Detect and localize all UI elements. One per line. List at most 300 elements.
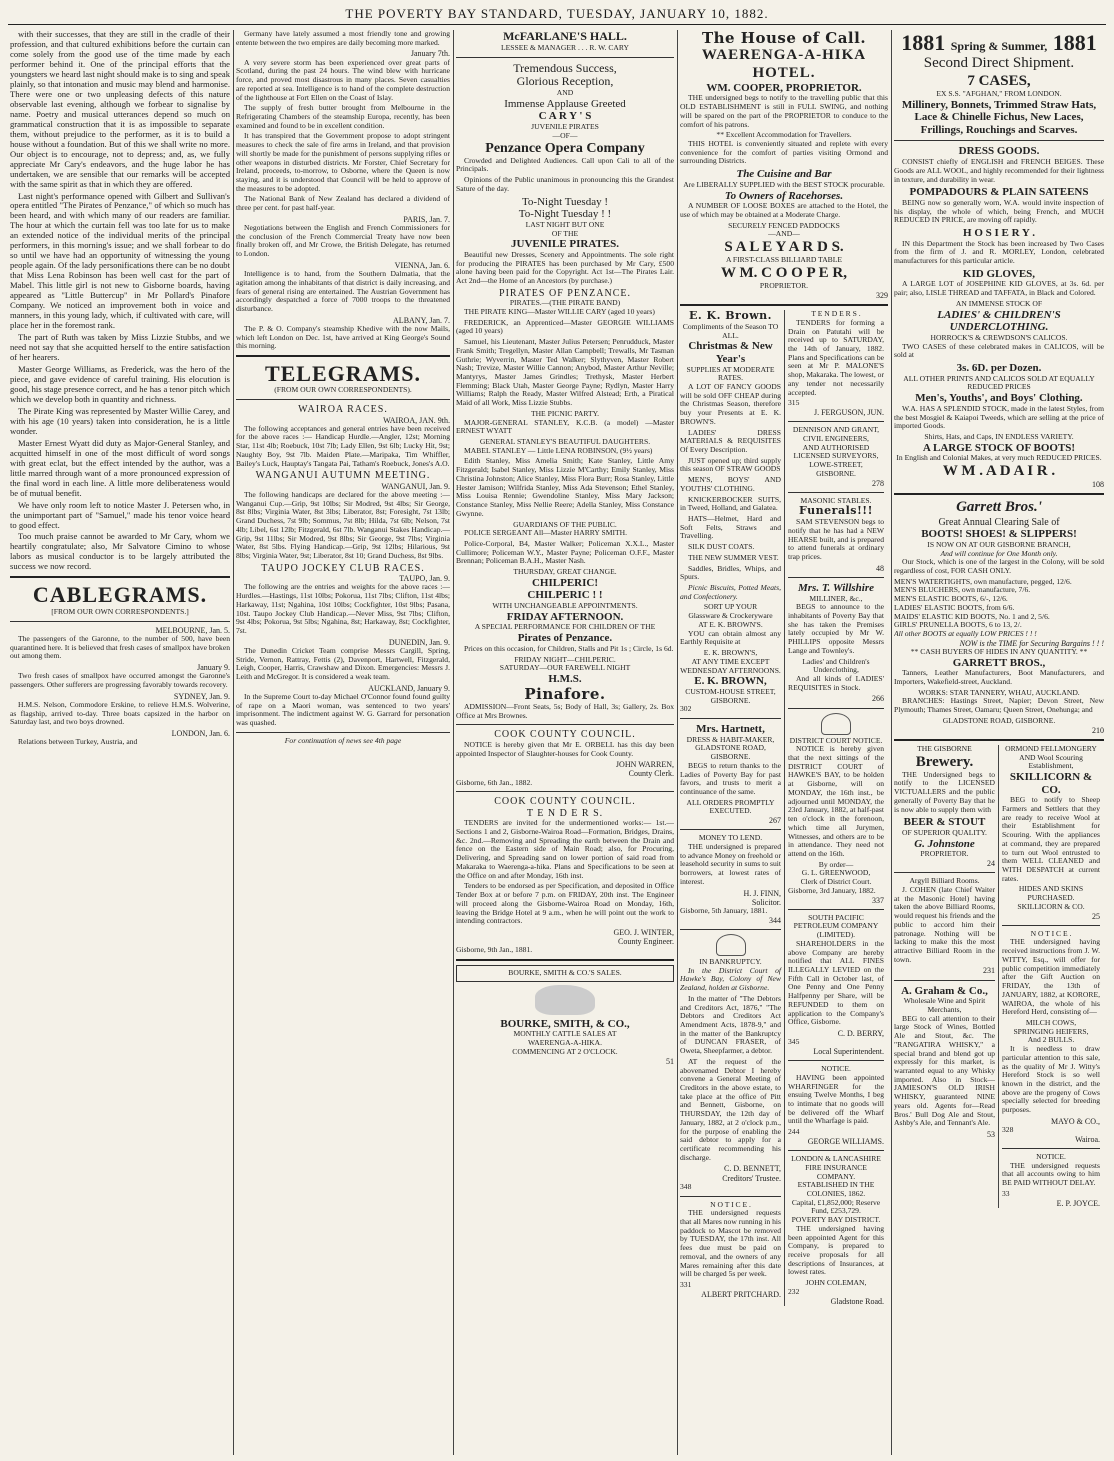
ad-text: THE undersigned is prepared to advance Money on freehold or leasehold security in sums to suit borrowers, at lowest rates of interest. bbox=[680, 842, 782, 886]
ad-line: And 2 BULLS. bbox=[1027, 1035, 1075, 1045]
divider bbox=[236, 399, 450, 400]
ad-number: 267 bbox=[769, 816, 781, 826]
ad-line: E. K. BROWN'S, bbox=[703, 648, 758, 658]
ad-heading: Funerals!!! bbox=[799, 504, 873, 518]
ad-line: Glassware & Crockeryware bbox=[688, 611, 773, 621]
article-paragraph: The Pirate King was represented by Master Willie Carey, and with his age (10 years) taken into consideration, he is a little wonder. bbox=[10, 405, 230, 436]
ad-line: DRESS & HABIT-MAKER, bbox=[686, 734, 775, 744]
article-paragraph: The part of Ruth was taken by Miss Lizzie Stubbs, and we need not say that she acquitted herself to the entire satisfaction of her hearers. bbox=[10, 332, 230, 362]
notice-date: Gisborne, 6th Jan., 1882. bbox=[456, 777, 533, 787]
divider bbox=[788, 421, 884, 422]
ad-line: HORROCK'S & CREWDSON'S CALICOS. bbox=[930, 332, 1068, 342]
ad-line: Ladies' and Children's Underclothing, bbox=[802, 656, 870, 675]
ad-line: JUVENILE PIRATES bbox=[531, 122, 599, 132]
cable-text: H.M.S. Nelson, Commodore Erskine, to relieve H.M.S. Wolverine, as flagship, arrived to-day. Three boats capsized in the harbor on Saturday last, and two boys drowned. bbox=[10, 699, 230, 727]
ad-line: HIDES AND SKINS PURCHASED. bbox=[1018, 884, 1084, 903]
ad-heading: N O T I C E . bbox=[1030, 928, 1072, 938]
cast-line: Police-Corporal, B4, Master Walker; Policeman X.X.L., Master Cullimore; Policeman W.Y., Master Payne; Policeman O.F.F., Master Brennan; Policeman B.A.H., Master Nash. bbox=[456, 538, 674, 566]
ad-line: Capital, £1,852,000; Reserve Fund, £253,729. bbox=[791, 1197, 881, 1216]
section-heading: TAUPO JOCKEY CLUB RACES. bbox=[261, 562, 425, 574]
hall-heading: McFARLANE'S HALL. bbox=[503, 30, 627, 43]
ad-line: LADIES' & CHILDREN'S UNDERCLOTHING. bbox=[937, 308, 1061, 334]
ad-line: AND AUTHORISED LICENSED SURVEYORS, bbox=[793, 442, 879, 461]
article-paragraph: Too much praise cannot be awarded to Mr Cary, whom we heartily congratulate; also, Mr Salvatore Cimino to whose labors as musical conductor is to be largely attributed the success we now record. bbox=[10, 531, 230, 572]
ad-line: SPRINGING HEIFERS, bbox=[1013, 1026, 1089, 1036]
continuation-note: For continuation of news see 4th page bbox=[284, 735, 402, 745]
ad-number: 337 bbox=[872, 895, 884, 905]
cast-line: THE PIRATE KING—Master WILLIE CARY (aged 10 years) bbox=[464, 306, 655, 316]
ad-line: S A L E Y A R D S. bbox=[724, 239, 844, 256]
dateline: January 7th. bbox=[410, 49, 450, 59]
ad-line: LOWE-STREET, bbox=[809, 460, 863, 470]
ad-text: THE Undersigned begs to notify to the LICENSED VICTUALLERS and the public generally of Poverty Bay that he is now able to supply them with bbox=[894, 769, 995, 814]
signature: J. FERGUSON, JUN. bbox=[813, 408, 884, 418]
column-divider bbox=[891, 30, 892, 1455]
ad-heading: A. Graham & Co., bbox=[901, 984, 988, 997]
ad-text: W.A. HAS A SPLENDID STOCK, made in the latest Styles, from the best Mosgiel & Kaiapoi Tweeds, which are selling at the price of imported Goods. bbox=[894, 403, 1104, 431]
cast-line: Samuel, his Lieutenant, Master Julius Petersen; Penrudduck, Master Frank Smith; Tregellyn, Master Allan Campbell; Trewalls, Mr Tasman Guthrie; Wyverrin, Master Ted Walker; Slythyven, Master Robert Nash; Trevize, Master Willie Cannon; Anybod, Master Arthur Neville; Mantyrys, Master James Grindles; Trethysk, Master Herbert Flemming; Black Utah, Master George Payne; Rydlyn, Master Harry Williams; Ralph the Ready, Master Wilfred Alstead; Erth, a Piratical Maid of all Work, Miss Lizzie Stubbs. bbox=[456, 337, 674, 408]
signature: C. D. BERRY, bbox=[837, 1029, 884, 1039]
ad-number: 51 bbox=[666, 1056, 674, 1066]
price-line: LADIES' ELASTIC BOOTS, from 6/6. bbox=[894, 602, 1015, 612]
ad-line: Are LIBERALLY SUPPLIED with the BEST STOCK procurable. bbox=[683, 179, 885, 189]
ad-line: THE GISBORNE bbox=[917, 743, 972, 753]
article-paragraph: with their successes, that they are still in the cradle of their profession, and that cultured exhibitions before the curtain can come solely from the good use of the time made by each performer behind it. One of the principal efforts that the youngsters we heard last night should make is to sing and speak plainly, so that intonation and music may blend and harmonise. There were one or two unpleasing defects of this nature observable last evening, although we forbear to signalise by name. Poetry and musical utterances depend so much on grammatical construction that it is as impossible to separate them, without prejudice to the performer, as it is to build a house without a foundation. But of this we shall write no more. Our object is to encourage, not to depress; and, as, we fully appreciate Mr Cary's endeavors, and the huge labor he has undertaken, we are sensible that our remarks will be accepted with the same spirit as that in which they are offered. bbox=[10, 30, 230, 189]
ad-number: 24 bbox=[987, 859, 995, 869]
ad-heading: SOUTH PACIFIC PETROLEUM COMPANY (LIMITED). bbox=[793, 912, 879, 940]
ad-text: SAM STEVENSON begs to notify that he has had a NEW HEARSE built, and is prepared to attend funerals at ordinary trap prices. bbox=[788, 517, 884, 561]
ad-line: GARRETT BROS., bbox=[952, 656, 1046, 669]
ad-line: Pirates of Penzance. bbox=[517, 632, 613, 645]
dateline: AUCKLAND, January 9. bbox=[368, 683, 450, 693]
signature-title: Solicitor. bbox=[751, 897, 781, 907]
article-paragraph: We have only room left to notice Master J. Petersen who, in the unimportant part of "Samuel," made his tenor voice heard to good effect. bbox=[10, 499, 230, 530]
ad-text: BRANCHES: Hastings Street, Napier; Devon Street, New Plymouth; Thames Street, Oamaru; Queen Street, Onehunga; and bbox=[894, 696, 1104, 715]
ad-line: FRIDAY AFTERNOON. bbox=[506, 610, 624, 623]
ad-text: YOU can obtain almost any Earthly Requisite at bbox=[680, 628, 781, 647]
ad-heading: IN BANKRUPTCY. bbox=[699, 956, 762, 966]
ad-heading: ORMOND FELLMONGERY bbox=[1005, 743, 1097, 753]
divider bbox=[456, 724, 674, 725]
ad-line: Men's, Youths', and Boys' Clothing. bbox=[915, 392, 1083, 405]
cast-line: POLICE SERGEANT All—Master HARRY SMITH. bbox=[464, 528, 628, 538]
ad-line: SATURDAY—OUR FAREWELL NIGHT bbox=[499, 663, 631, 673]
ad-number: 244 bbox=[788, 1127, 800, 1137]
ad-line: A SPECIAL PERFORMANCE FOR CHILDREN OF THE bbox=[474, 622, 656, 632]
ad-heading: NOTICE. bbox=[1036, 1151, 1066, 1161]
ad-heading bbox=[894, 30, 1104, 55]
ad-line: AND Wool Scouring Establishment, bbox=[1019, 752, 1083, 771]
ad-heading: N O T I C E . bbox=[710, 1199, 751, 1209]
news-paragraph: It has transpired that the Government propose to adopt stringent measures to check the sale of fire arms in Ireland, and that provision will shortly be made for the punishment of persons supplying rifles or other weapons in disturbed districts. Mr Forster, Chief Secretary for Ireland, proceeds, to-morrow, to Osborne, where the Queen is now staying, and it is understood that Council will be held to approve of the measures to be adopted. bbox=[236, 131, 450, 193]
ad-heading: Mrs. Hartnett, bbox=[696, 723, 765, 736]
column-divider bbox=[677, 30, 678, 1455]
ad-text: Our Stock, which is one of the largest in the Colony, will be sold regardless of cost, FOR CASH ONLY. bbox=[894, 557, 1104, 575]
ad-text: TWO CASES of these celebrated makes in CALICOS, will be sold at bbox=[894, 341, 1104, 360]
ad-text: ADMISSION—Front Seats, 5s; Body of Hall, 3s; Gallery, 2s. Box Office at Mrs Brownes. bbox=[456, 701, 674, 720]
ad-text: THE undersigned begs to notify to the travelling public that this OLD ESTABLISHMENT is still in FULL SWING, and nothing will be spared on the part of the PROPRIETOR to conduce to the comfort of his patrons. bbox=[680, 93, 888, 129]
ad-line: Pinafore. bbox=[524, 684, 606, 703]
ad-text: LADIES' DRESS MATERIALS & REQUISITES Of Every Description. bbox=[680, 427, 781, 454]
notice-text: NOTICE is hereby given that Mr E. ORBELL has this day been appointed Inspector of Slaughter-houses for Cook County. bbox=[456, 739, 674, 758]
ad-line: AT ANY TIME EXCEPT bbox=[691, 656, 770, 666]
cast-line: FREDERICK, an Apprenticed—Master GEORGIE WILLIAMS (aged 10 years) bbox=[456, 317, 674, 336]
ad-line: 3s. 6D. per Dozen. bbox=[956, 362, 1042, 375]
ad-line: H.M.S. bbox=[548, 672, 582, 685]
divider bbox=[894, 872, 995, 873]
ad-text: Saddles, Bridles, Whips, and Spurs. bbox=[680, 563, 781, 582]
dateline: VIENNA, Jan. 6. bbox=[394, 260, 450, 270]
ad-text: In the matter of "The Debtors and Creditors Act, 1876," "The Debtors and Creditors Act Amendment Acts, 1878-9," and in the matter of the Bankruptcy of DUNCAN FRASER, of Oweta, Sheepfarmer, a debtor. bbox=[680, 993, 781, 1056]
ad-line: IS NOW ON AT OUR GISBORNE BRANCH, bbox=[927, 539, 1071, 549]
ad-line: A LARGE STOCK OF BOOTS! bbox=[922, 441, 1076, 454]
ad-text: JUST opened up; third supply this season OF STRAW GOODS bbox=[680, 455, 781, 474]
cable-text: The passengers of the Garonne, to the number of 500, have been quarantined here. It is believed that fresh cases of smallpox have broken out among them. bbox=[10, 633, 230, 661]
notice-heading: COOK COUNTY COUNCIL. bbox=[494, 796, 636, 808]
divider bbox=[894, 140, 1104, 141]
ad-text: THE undersigned requests that all Mares now running in his paddock to Mascot be removed by TUESDAY, the 17th inst. All fees due must be paid on removal, and the owners of any Mares remaining after this date will be charged 5s per week. bbox=[680, 1208, 781, 1279]
ad-line: To-Night Tuesday ! ! bbox=[518, 208, 612, 221]
signature: JOHN COLEMAN, bbox=[805, 1278, 867, 1288]
ad-text: NOTICE is hereby given that the next sittings of the DISTRICT COURT of HAWKE'S BAY, to be holden at Gisborne, will on MONDAY, the 16th inst., be adjourned until MONDAY, the 23rd January, 1882, at half-past ten o'clock in the forenoon, which time all Jurymen, Witnesses, and others are to be in attendance. They need not attend on the 16th. bbox=[788, 744, 884, 858]
ad-line: WORKS: STAR TANNERY, WHAU, AUCKLAND. bbox=[918, 687, 1080, 697]
signature: E. P. JOYCE. bbox=[1056, 1198, 1100, 1208]
notice-heading: COOK COUNTY COUNCIL. bbox=[494, 729, 636, 741]
company-name: Penzance Opera Company bbox=[485, 140, 645, 156]
ad-line: In English and Colonial Makes, at very much REDUCED PRICES. bbox=[896, 453, 1102, 463]
ad-line: POVERTY BAY DISTRICT. bbox=[791, 1215, 881, 1225]
ad-heading: DISTRICT COURT NOTICE. bbox=[789, 735, 883, 745]
notice-date: Gisborne, 9th Jan., 1881. bbox=[456, 945, 533, 955]
article-paragraph: Last night's performance opened with Gilbert and Sullivan's opera entitled "The Pirates of Penzance," of which so much has been heard, and with which many of our readers are familiar. The hour at which the curtain fell was too late for us to make an extended notice of the individual merits of the principal performers, in this morning's issue; and we shall forbear to do so until we have had an opportunity of witnessing the young people again. Of the lady personifications there can be no doubt that Miss Lena Robinson has been well cast for the part of Mabel. This little girl is not new to Gisborne boards, having appeared as "Little Buttercup" in Mr Pollard's Pinafore Company. We noticed an improvement both in voice and manners, in this young lady, which, if cultivated with care, will place her in the foremost rank. bbox=[10, 190, 230, 331]
ad-line: BOOTS! SHOES! & SLIPPERS! bbox=[921, 528, 1077, 541]
ad-number: 210 bbox=[1092, 725, 1104, 735]
notice-text: TENDERS are invited for the undermentioned works:— 1st.—Sections 1 and 2, Gisborne-Wairoa Road—Formation, Bridges, Drains, &c. 2nd.—Removing and Spreading the earth between the Drain and fence on the Eastern side of Main Road; also, for Procuring, Delivering, and Spreading sand on lower portion of said road from Makaraka to Waerenga-a-hika. Plans and Specifications to be seen at the Office on and after Monday, 16th inst. bbox=[456, 818, 674, 880]
ad-line: To-Night Tuesday ! bbox=[521, 195, 608, 208]
house-of-call-heading: The House of Call. bbox=[701, 30, 867, 47]
ad-text: THE undersigned having received instructions from J. W. WITTY, Esq., will offer for public competition immediately after the Gift Auction on FRIDAY, the 13th of JANUARY, 1882, at KORORE, WAIROA, the whole of his Hereford Herd, consisting of— bbox=[1002, 937, 1100, 1017]
ad-heading: Garrett Bros.' bbox=[956, 499, 1042, 516]
cable-text: Two fresh cases of smallpox have occurred amongst the Garonne's passengers. Other sufferers are progressing favorably towards recovery. bbox=[10, 671, 230, 689]
dateline: January 9. bbox=[197, 663, 230, 672]
ad-line: POMPADOURS & PLAIN SATEENS bbox=[909, 186, 1089, 199]
ad-line: PROPRIETOR. bbox=[920, 849, 969, 859]
news-paragraph: Intelligence is to hand, from the Southern Dalmatia, that the agitation among the inhabitants of that district is daily increasing, and fears of general rising are entertained. The Austrian Government has accordingly despatched a force of 7000 troops to the threatened disturbance. bbox=[236, 269, 450, 313]
cablegrams-subheading: [FROM OUR OWN CORRESPONDENTS.] bbox=[51, 606, 189, 616]
ad-text: And all kinds of LADIES' REQUISITES in Stock. bbox=[788, 673, 884, 692]
ad-line: WEDNESDAY AFTERNOONS. bbox=[680, 665, 781, 675]
ad-number: 53 bbox=[987, 1130, 995, 1140]
ad-text: TENDERS for forming a Drain on Patutahi will be received up to SATURDAY, the 14th of January, 1882. Plans and Specifications can be seen at Mr P. MALONE'S shop, Makaraka. The lowest, or any tender not necessarily accepted. bbox=[788, 317, 884, 397]
signature: G. L. GREENWOOD, bbox=[801, 868, 871, 878]
ad-line: Compliments of the Season TO ALL. bbox=[682, 321, 779, 340]
ad-line: DRESS GOODS. bbox=[958, 145, 1040, 158]
divider bbox=[680, 304, 888, 306]
ad-number: 266 bbox=[872, 694, 884, 704]
telegrams-heading: TELEGRAMS. bbox=[264, 361, 422, 387]
ad-line: All other BOOTS at equally LOW PRICES ! ! ! bbox=[894, 629, 1037, 639]
ad-text: BEGS to return thanks to the Ladies of Poverty Bay for past favors, and trusts to merit a continuance of the same. bbox=[680, 760, 781, 796]
ad-heading: DENNISON AND GRANT, bbox=[792, 425, 880, 435]
news-paragraph: The P. & O. Company's steamship Khedive with the now Mails, which left London on Dec. 1st, have arrived at King George's Sound this morning. bbox=[236, 323, 450, 351]
ad-line: PROPRIETOR. bbox=[759, 281, 809, 291]
ad-heading: Argyll Billiard Rooms. bbox=[909, 876, 980, 886]
ad-line: —AND— bbox=[768, 229, 800, 239]
ad-text: A NUMBER OF LOOSE BOXES are attached to the Hotel, the use of which may be obtained at a Moderate Charge. bbox=[680, 201, 888, 219]
ad-line: Christmas & New Year's bbox=[688, 340, 773, 365]
ad-line: Glorious Reception, bbox=[516, 74, 614, 89]
ad-line: G. Johnstone bbox=[914, 837, 975, 850]
ad-line: MONTHLY CATTLE SALES AT bbox=[513, 1029, 617, 1039]
news-paragraph: Germany have lately assumed a most friendly tone and growing entente between the two empires are daily becoming more marked. bbox=[236, 30, 450, 47]
ad-line: KID GLOVES, bbox=[962, 267, 1036, 280]
ad-line: Tremendous Success, bbox=[513, 60, 617, 75]
ad-text: IN this Department the Stock has been increased by Two Cases from the firm of J. and R. MORLEY, London, celebrated manufacturers for this particular article. bbox=[894, 238, 1104, 266]
ad-text: SILK DUST COATS. bbox=[688, 542, 755, 552]
news-paragraph: The supply of fresh butter brought from Melbourne in the Refrigerating Chambers of the steamship Europa, recently, has been examined and found to be in excellent condition. bbox=[236, 103, 450, 130]
notice-date: Gisborne, 5th January, 1881. bbox=[680, 906, 768, 915]
ad-line: Millinery, Bonnets, Trimmed Straw Hats, Lace & Chinelle Fichus, New Laces, Frillings, Rouchings and Scarves. bbox=[901, 98, 1097, 136]
notice-date: Gisborne, 3rd January, 1882. bbox=[788, 885, 876, 895]
ad-line: SUPPLIES AT MODERATE RATES. bbox=[686, 364, 775, 383]
ad-line: A FIRST-CLASS BILLIARD TABLE bbox=[725, 255, 843, 265]
col4-right-ads bbox=[784, 310, 884, 1306]
ad-line: —OF— bbox=[552, 130, 578, 140]
ad-line: CHILPERIC! bbox=[531, 576, 598, 589]
dateline: WAIROA, JAN. 9th. bbox=[383, 415, 450, 425]
ad-number: 25 bbox=[1092, 911, 1100, 921]
ad-number: 48 bbox=[876, 563, 884, 573]
signature-title: Creditors' Trustee. bbox=[722, 1173, 781, 1183]
news-paragraph: In the Supreme Court to-day Michael O'Connor found found guilty of rape on a Maori woman, was sentenced to two years' imprisonment. The indictment against W. G. Garrard for personation was quashed. bbox=[236, 692, 450, 728]
price-line: MEN'S ELASTIC BOOTS, 6/-, 12/6. bbox=[894, 594, 1008, 604]
article-paragraph: Master George Williams, as Frederick, was the hero of the piece, and gave evidence of careful training. His elocution is good, his stage presence correct, and he has a tenor pitch which which we develop both in quantity and richness. bbox=[10, 363, 230, 404]
sheep-icon bbox=[535, 985, 595, 1015]
ad-line: COMMENCING AT 2 O'CLOCK. bbox=[512, 1046, 618, 1056]
ad-number: 329 bbox=[876, 290, 888, 300]
ad-number: 302 bbox=[680, 704, 692, 714]
ad-number: 232 bbox=[788, 1286, 800, 1296]
ad-text: BEGS to announce to the inhabitants of Poverty Bay that she has taken the Premises lately occupied by Mr W. PHILLIPS opposite Messrs Lange and Townley's. bbox=[788, 602, 884, 655]
signature: H. J. FINN, bbox=[743, 888, 781, 898]
divider bbox=[680, 829, 781, 830]
sales-heading: BOURKE, SMITH & CO.'S SALES. bbox=[456, 965, 674, 982]
ad-heading: E. K. Brown. bbox=[689, 309, 772, 323]
ad-line: ALL OTHER PRINTS AND CALICOS SOLD AT EQUALLY REDUCED PRICES bbox=[903, 373, 1095, 392]
ad-line: LAST NIGHT BUT ONE bbox=[525, 219, 605, 229]
ad-line: AN IMMENSE STOCK OF bbox=[955, 298, 1043, 308]
ad-line: GENERAL STANLEY'S BEAUTIFUL DAUGHTERS. bbox=[479, 437, 651, 447]
dateline: DUNEDIN, Jan. 9. bbox=[388, 637, 450, 647]
cast-line: MAJOR-GENERAL STANLEY, K.C.B. (a model) —Master ERNEST WYATT bbox=[456, 417, 674, 436]
signature: ALBERT PRITCHARD. bbox=[701, 1289, 781, 1299]
ad-line: ALL ORDERS PROMPTLY EXECUTED. bbox=[686, 797, 775, 816]
ad-text: KNICKERBOCKER SUITS, in Tweed, Holland, and Galatea. bbox=[680, 494, 781, 513]
price-line: MAIDS' ELASTIC KID BOOTS, No. 1 and 2, 5/6. bbox=[894, 611, 1050, 621]
ek-brown-ad bbox=[680, 310, 784, 1299]
signature: SKILLICORN & CO. bbox=[1017, 901, 1085, 911]
cast-line: Edith Stanley, Miss Amelia Smith; Kate Stanley, Little Amy Fitzgerald; Isabel Stanley, Miss Lizzie M'Carthy; Emily Stanley, Miss Christina Johnston; Alice Stanley, Miss Flora Burr; Rosa Stanley, Little Hester Jamison; Wilfrida Stanley, Miss Ada Stevenson; Ethel Stanley, Miss Louisa Rennie; Gwendoline Stanley, Miss Mary Jackson; Constance Stanley, Miss Nellie Reere; Adella Stanley, Miss Constance Gwynne. bbox=[456, 456, 674, 518]
ad-line: C A R Y ' S bbox=[538, 110, 592, 123]
price-line: MEN'S BLUCHERS, own manufacture, 7/6. bbox=[894, 585, 1031, 595]
ad-line: OF SUPERIOR QUALITY. bbox=[902, 828, 987, 837]
ad-line: GISBORNE. bbox=[816, 468, 856, 478]
ad-text: THIS HOTEL is conveniently situated and replete with every convenience for the comfort of parties visiting Ormond and surrounding Districts. bbox=[680, 138, 888, 166]
ad-text: Beautiful new Dresses, Scenery and Appointments. The sole right for producing the PIRATES has been purchased by Mr Cary, £500 alone having been paid for the Copyright. Act 1st—The Pirates Lair. Act 2nd—the Home of an Ancestors (by purchase.) bbox=[456, 249, 674, 286]
ad-heading: T E N D E R S . bbox=[811, 309, 861, 319]
ad-line: E. K. BROWN, bbox=[694, 675, 767, 688]
signature: GEO. J. WINTER, bbox=[613, 927, 674, 937]
ad-heading: NOTICE. bbox=[821, 1064, 851, 1074]
ad-line: MILCH COWS, bbox=[1025, 1017, 1077, 1027]
ad-text: HATS—Helmet, Hard and Soft Felts, Straws and Travelling. bbox=[680, 514, 781, 541]
ad-line: Wholesale Wine and Spirit Merchants, bbox=[903, 996, 986, 1014]
ad-number: 33 bbox=[1002, 1188, 1010, 1198]
ad-text: A LOT OF FANCY GOODS will be sold OFF CHEAP during the Christmas Season, therefore buy your Presents at E. K. BROWN'S. bbox=[680, 381, 781, 426]
ad-text: HAVING been appointed WHARFINGER for the ensuing Twelve Months, I beg to intimate that no goods will be delivered off the Wharf until the Wharfage is paid. bbox=[788, 1072, 884, 1126]
signature-title: County Clerk. bbox=[628, 769, 674, 779]
ad-number: 331 bbox=[680, 1280, 692, 1289]
fellmongery-ad bbox=[998, 745, 1100, 1208]
notice-text: Tenders to be endorsed as per Specification, and deposited in Office Tender Box at or before 7 p.m. on FRIDAY, 20th inst. The Engineer will proceed along the Gisborne-Wairoa Road on Monday, 16th, leaving the Bridge Hotel at 9 a.m., when he will point out the work to intending contractors. bbox=[456, 881, 674, 926]
ad-line: To Owners of Racehorses. bbox=[724, 189, 844, 202]
cast-line: MABEL STANLEY — Little LENA ROBINSON, (9½ years) bbox=[464, 445, 653, 455]
ad-line: And will continue for One Month only. bbox=[940, 548, 1058, 558]
ad-text: Prices on this occasion, for Children, Stalls and Pit 1s ; Circle, 1s 6d. bbox=[464, 643, 674, 653]
season-label: Spring & Summer, bbox=[950, 39, 1048, 53]
ad-text: BEG to call attention to their large Stock of Wines, Bottled Ale and Stout, &c. The "RANGATIRA WHISKY," a special brand and blend got up expressly for this market, is warranted equal to any Whisky imported. Also in Stock—JAMIESON'S OLD IRISH WHISKY, guaranteed NINE years old. Agents for—Read Bros.' Bull Dog Ale and Stout, Ashby's Ale, and Tennant's Ale. bbox=[894, 1013, 995, 1128]
ad-number: 278 bbox=[872, 478, 884, 488]
divider bbox=[788, 1060, 884, 1061]
divider bbox=[788, 1150, 884, 1151]
ad-line: WITH UNCHANGEABLE APPOINTMENTS. bbox=[492, 601, 638, 611]
ad-line: NOW is the TIME for Securing Bargains ! ! ! bbox=[959, 638, 1104, 648]
hotel-name: WAERENGA-A-HIKA HOTEL. bbox=[701, 47, 867, 81]
ad-line: Shirts, Hats, and Caps, IN ENDLESS VARIETY. bbox=[924, 431, 1074, 441]
ad-line: AT E. K. BROWN'S. bbox=[698, 619, 763, 629]
ad-heading: LONDON & LANCASHIRE FIRE INSURANCE COMPANY. bbox=[791, 1154, 881, 1181]
dateline: MELBOURNE, Jan. 5. bbox=[155, 625, 230, 635]
column-divider bbox=[453, 30, 454, 1455]
ad-number: 345 bbox=[788, 1037, 800, 1047]
signature: GEORGE WILLIAMS. bbox=[807, 1136, 884, 1146]
ad-text: CONSIST chiefly of ENGLISH and FRENCH BEIGES. These Goods are ALL WOOL, and highly recommended for their lightness in texture, and durability in wear. bbox=[894, 157, 1104, 184]
race-entries: The following acceptances and general entries have been received for the above races :— Handicap Hurdle.—Angler, 12st; Morning Star, 11st 4lb; Roebuck, 10st 7lb; Lady Ellen, 9st 6lb; Lucky Hit, 9st; Naughty Boy, 9st 7lb. Maiden Plate.—Maripaka, Tim Whiffler, Bailey's Luck, Hauptay's Tangata Pai, Tatham's Roebuck, Jones's A.O. bbox=[236, 423, 450, 468]
divider bbox=[894, 493, 1104, 495]
ad-text: It is needless to draw particular attention to this sale, as the quality of Mr J. Witty's Hereford Stock is so well known in the district, and the above are the progeny of Cows specially selected for breeding purposes. bbox=[1002, 1044, 1100, 1115]
ad-line: H O S I E R Y . bbox=[963, 227, 1035, 240]
ad-line: WAERENGA-A-HIKA. bbox=[527, 1038, 603, 1048]
dateline: ALBANY, Jan. 7. bbox=[393, 315, 450, 325]
ad-number: 348 bbox=[680, 1181, 692, 1191]
signature-title: Wairoa. bbox=[1075, 1134, 1100, 1144]
ad-line: GLADSTONE ROAD, GISBORNE. bbox=[695, 743, 766, 762]
cable-text: Relations between Turkey, Austria, and bbox=[18, 737, 138, 747]
cablegrams-heading: CABLEGRAMS. bbox=[32, 582, 208, 608]
ad-line: W M . A D A I R . bbox=[942, 463, 1056, 480]
divider bbox=[456, 791, 674, 792]
notice-heading: T E N D E R S. bbox=[526, 807, 604, 819]
divider bbox=[680, 718, 781, 719]
column-2-news bbox=[236, 30, 450, 1455]
ad-text: BEING now so generally worn, W.A. would invite inspection of his display, the whole of which, being French, and MUCH REDUCED IN PRICE, are moving off rapidly. bbox=[894, 197, 1104, 225]
signature: C. D. BENNETT, bbox=[724, 1164, 781, 1174]
ad-line: PIRATES.—(THE PIRATE BAND) bbox=[509, 298, 621, 308]
top-rule bbox=[8, 24, 1106, 25]
ad-number: 344 bbox=[769, 915, 781, 925]
telegrams-subheading: (FROM OUR OWN CORRESPONDENTS). bbox=[274, 385, 412, 395]
ad-text: BEG to notify to Sheep Farmers and Settlers that they are ready to receive Wool at their Establishment for Scouring. With the appliances at command, they are prepared to turn out Wool entrusted to them WELL CLEANED and WITH DESPATCH at current rates. bbox=[1002, 795, 1100, 883]
news-paragraph: A very severe storm has been experienced over great parts of Scotland, during the past 24 hours. The wind blew with hurricane force, and proved most disastrous in many places. Seven casualties are reported at sea. Intelligence is to hand of the complete destruction of the lighthouse at Fort Ellen on the Coast of Islay. bbox=[236, 57, 450, 102]
section-heading: WAIROA RACES. bbox=[298, 404, 388, 416]
dateline: WANGANUI, Jan. 9. bbox=[381, 481, 450, 491]
ad-text: Tanners, Leather Manufacturers, Boot Manufacturers, and Importers, Wakefield-street, Auckland. bbox=[894, 668, 1104, 687]
ad-text: THE undersigned requests that all accounts owing to him BE PAID WITHOUT DELAY. bbox=[1002, 1160, 1100, 1188]
royal-arms-icon bbox=[821, 713, 851, 735]
ad-line: EX S.S. "AFGHAN," FROM LONDON. bbox=[936, 88, 1062, 98]
ad-heading: Brewery. bbox=[915, 753, 974, 770]
column-5-ads bbox=[894, 30, 1104, 1455]
dateline: SYDNEY, Jan. 9. bbox=[173, 691, 230, 701]
year-left: 1881 bbox=[901, 30, 946, 55]
divider bbox=[788, 577, 884, 578]
race-entries: The following handicaps are declared for the above meeting :— Wanganui Cup.—Grip, 9st 10lbs; Sir Modred, 9st 4lbs; Sir George, 8st 8lbs; Virginia Water, 8st 3lbs; Liberator, 8st; Foresight, 7st 13lb; Grand Duchess, 7st 9lb; Sommus, 7st 8lb; Hilda, 7st 6lb; Nelson, 7st 4lb; Libel, 6st 12lb; Fitzgerald, 6st 7lb. Wanganui Stakes Handicap.—Grip, 9st 11lbs; Sir Modred, 9st 8lbs; Sir George, 9st 7lbs; Virginia Water, 8st 5lbs. Flying Handicap.—Grip, 9st 12lbs; Hilarious, 9st 8lbs; Virginia Water, 9st; Liberator, 8st 10; Grand Duchess, 8st 9lbs. bbox=[236, 490, 450, 561]
ad-line: PIRATES OF PENZANCE. bbox=[499, 287, 631, 299]
news-paragraph: The Dunedin Cricket Team comprise Messrs Cargill, Spring, Stride, Vernon, Rattray, Fettis (2), Davenport, Hartwell, Fitzgerald, Leigh, Cooper, Harris, Crawshaw and Dixon. Emergencies: Messrs J. Leith and McGregor. It is considered a weak team. bbox=[236, 645, 450, 682]
divider bbox=[788, 909, 884, 910]
ad-text: In the District Court of Hawke's Bay, Colony of New Zealand, holden at Gisborne. bbox=[680, 965, 781, 993]
race-entries: The following are the entries and weights for the above races :— Hurdles.—Hastings, 11st 10lbs; Pokorua, 11st 7lbs; Clifton, 11st 4lbs; Harkaway, 11st; Ngahina, 10st 10lbs; Cockfighter, 10st 9lbs; Pasana, 10st. Taupo Jockey Club Handicap.—Never Miss, 9st 7lbs; Clifton, 9st 4lbs; Pokorua, 9st 5lbs; Ngahina, 8st; Harkaway, 8st; Cockfighter, 7st. bbox=[236, 582, 450, 636]
dateline: TAUPO, Jan. 9. bbox=[399, 574, 450, 584]
divider bbox=[236, 355, 450, 357]
year-right: 1881 bbox=[1052, 30, 1097, 55]
ad-line: By order— bbox=[818, 859, 854, 869]
signature: MAYO & CO., bbox=[1050, 1116, 1100, 1126]
divider bbox=[1002, 1148, 1100, 1149]
divider bbox=[894, 739, 1104, 741]
price-line: MEN'S WATERTIGHTS, own manufacture, pegged, 12/6. bbox=[894, 576, 1072, 586]
ad-text: MEN'S, BOYS' AND YOUTHS' CLOTHING. bbox=[680, 475, 781, 493]
ad-text: Crowded and Delighted Audiences. Call upon Cali to all of the Principals. bbox=[456, 155, 674, 174]
ad-number: 328 bbox=[1002, 1125, 1014, 1135]
ad-line: The Cuisine and Bar bbox=[736, 168, 832, 181]
column-4-ads bbox=[680, 30, 888, 1455]
ad-line: SKILLICORN & CO. bbox=[1009, 770, 1093, 796]
section-heading: WANGANUI AUTUMN MEETING. bbox=[255, 470, 431, 482]
article-paragraph: Master Ernest Wyatt did duty as Major-General Stanley, and acquitted himself in one of the most difficult of word songs with great eclat, but the effect intended by the author, was a little marred through want of a more pronounced expression of the final word in each line. A little more deliberateness would be of mutual benefit. bbox=[10, 437, 230, 498]
ad-line: BOURKE, SMITH, & CO., bbox=[500, 1017, 630, 1030]
ad-text: THE NEW SUMMER VEST. bbox=[688, 552, 779, 562]
ad-text: A LARGE LOT of JOSEPHINE KID GLOVES, at 3s. 6d. per pair; also, LISLE THREAD and TAFFATA, in Black and Colored. bbox=[894, 279, 1104, 298]
ad-line: THURSDAY, GREAT CHANGE. bbox=[513, 567, 617, 577]
divider bbox=[894, 980, 995, 981]
column-3-theatre bbox=[456, 30, 674, 1455]
ad-line: ESTABLISHED IN THE COLONIES, 1862. bbox=[797, 1180, 875, 1198]
divider bbox=[456, 959, 674, 961]
ad-line: CIVIL ENGINEERS, bbox=[803, 433, 869, 443]
divider bbox=[1002, 925, 1100, 926]
divider bbox=[236, 732, 450, 733]
ad-line: BEER & STOUT bbox=[903, 816, 986, 829]
brewery-ad bbox=[894, 745, 998, 1139]
ad-text: SHAREHOLDERS in the above Company are hereby notified that ALL FINES ILLEGALLY LEVIED on the Fifth Call in October last, of One Penny and One Penny Halfpenny per Share, will be REFUNDED to them on application to the Company's Office, Gisborne. bbox=[788, 938, 884, 1027]
divider bbox=[680, 929, 781, 930]
ad-line: W M. C O O P E R, bbox=[721, 264, 847, 281]
ad-heading: MASONIC STABLES. bbox=[800, 495, 872, 505]
signature-title: Local Superintendent. bbox=[813, 1046, 884, 1056]
column-divider bbox=[233, 30, 234, 1455]
masthead: THE POVERTY BAY STANDARD, TUESDAY, JANUARY 10, 1882. bbox=[345, 6, 769, 21]
